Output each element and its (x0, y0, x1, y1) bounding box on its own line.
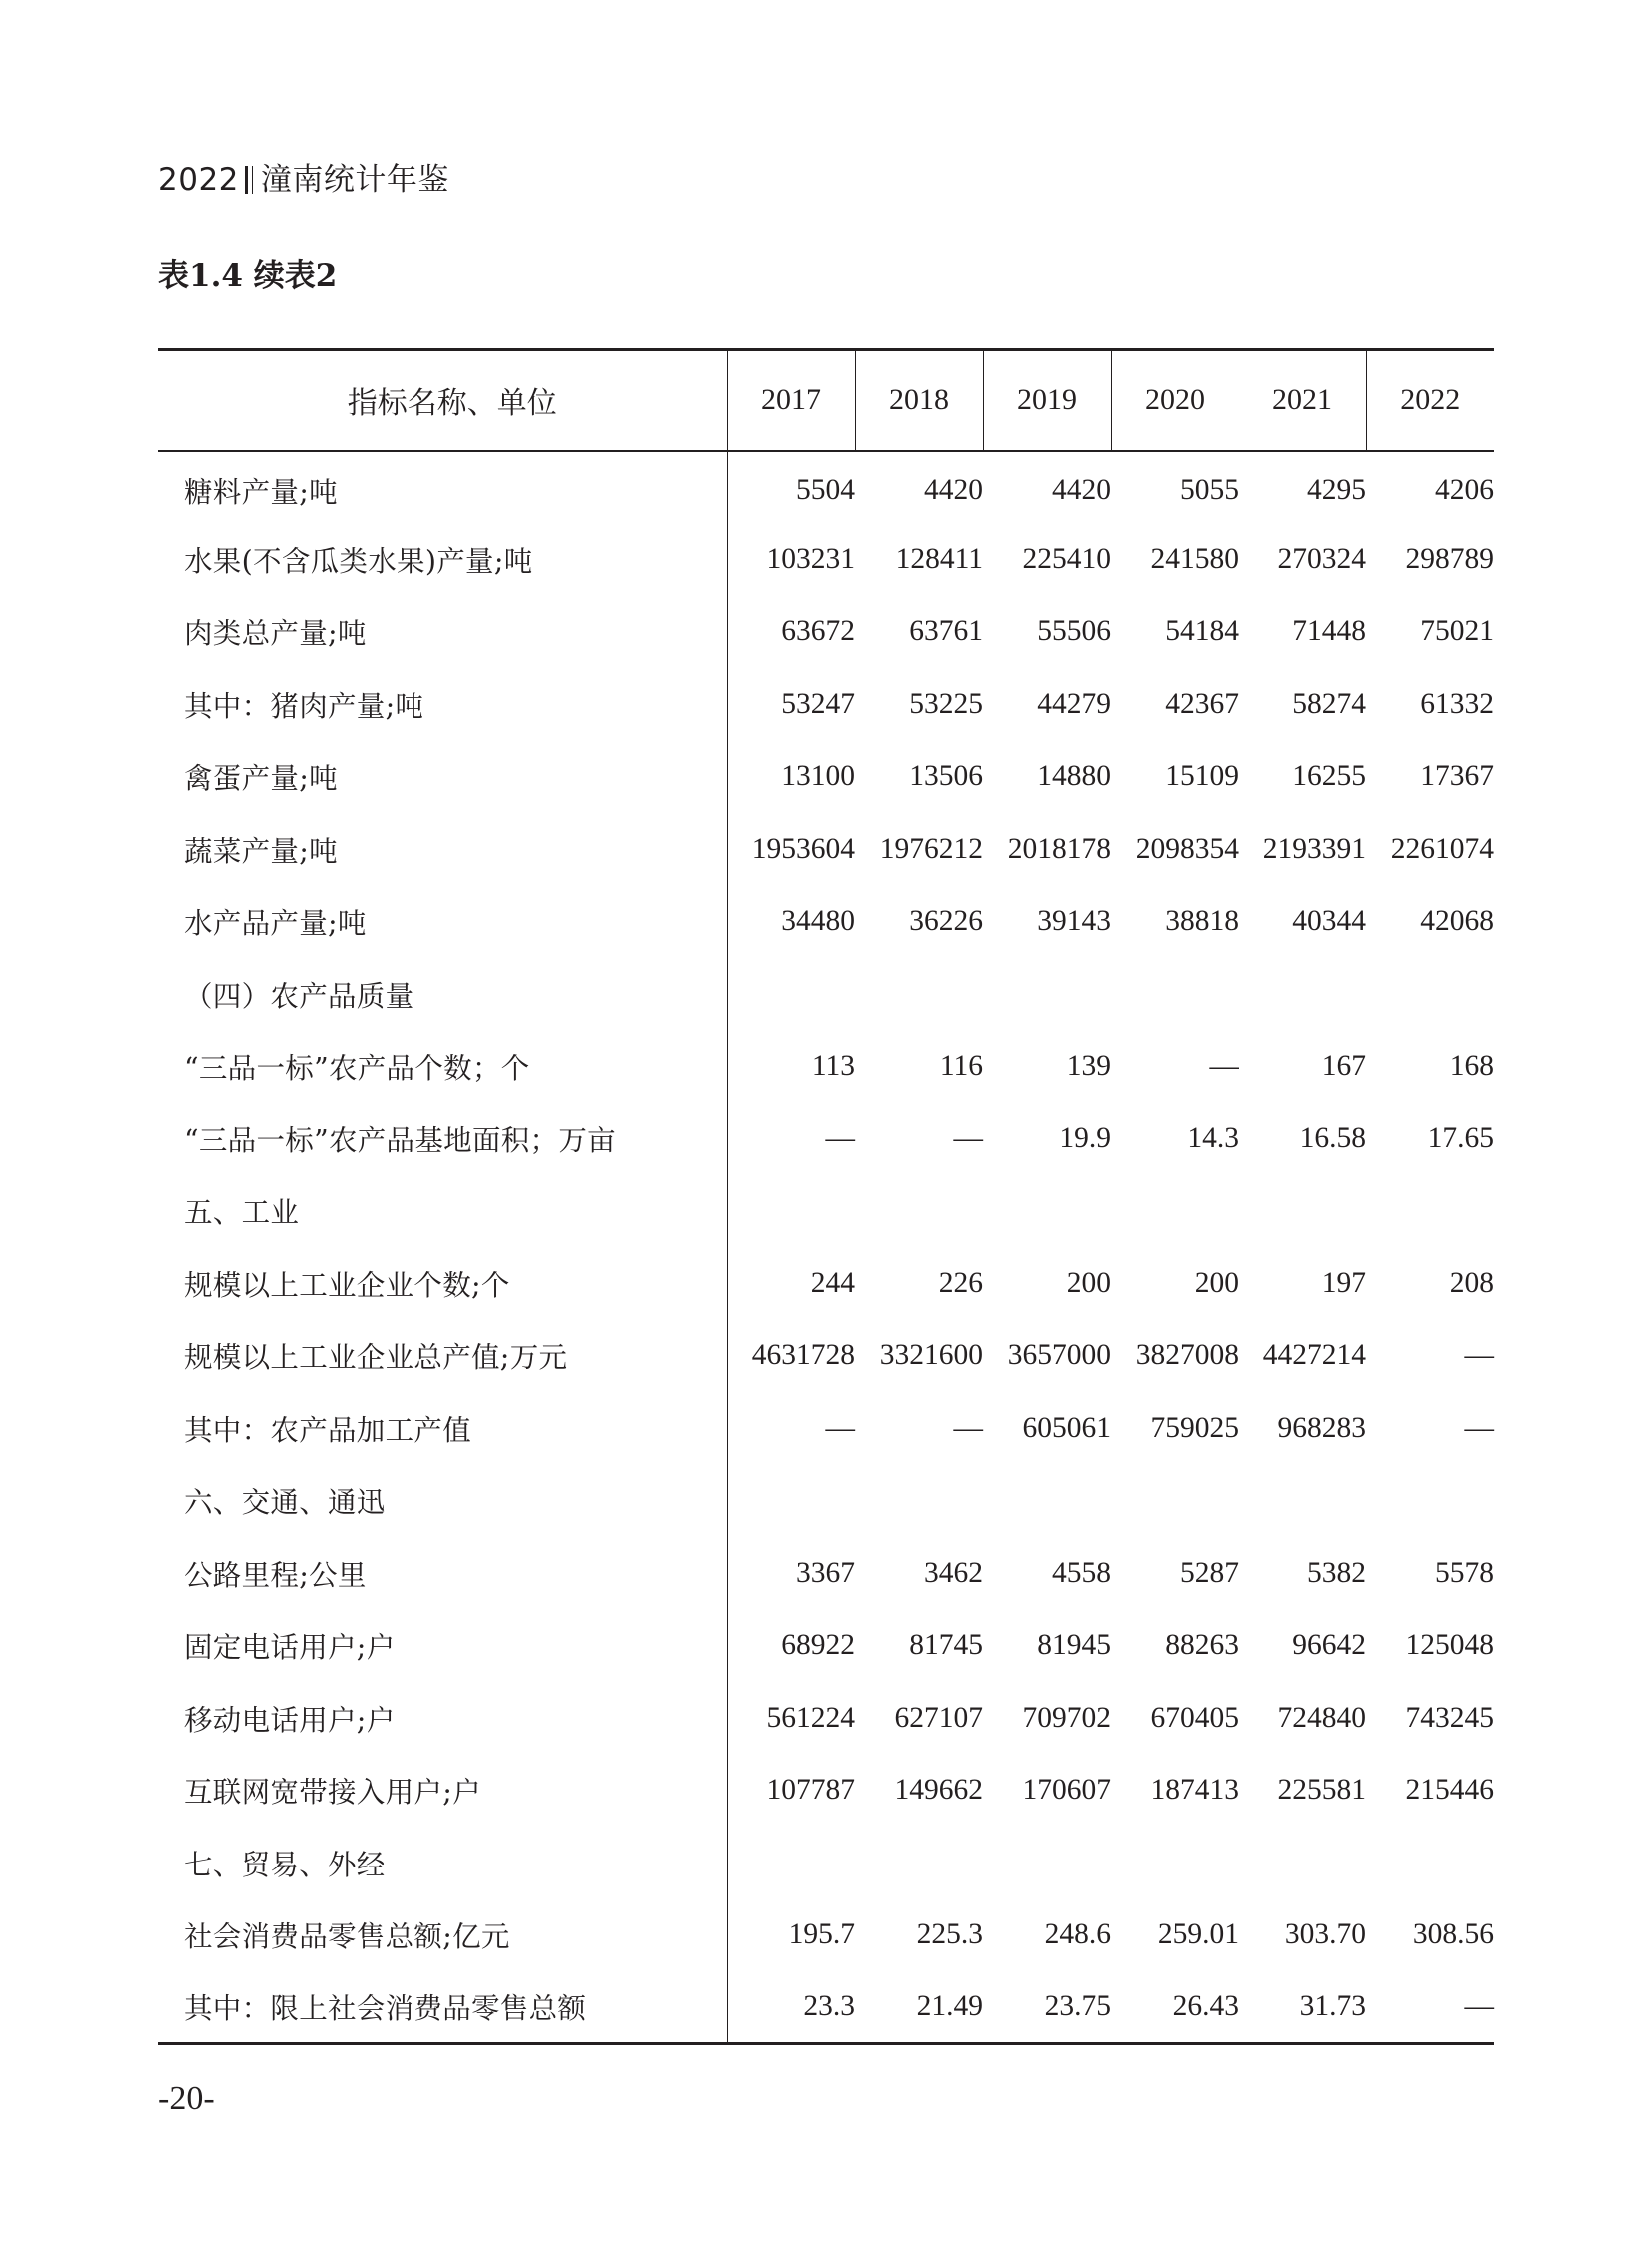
value-cell: 42068 (1420, 905, 1494, 938)
value-cell: 3462 (924, 1556, 983, 1589)
value-cell (983, 1175, 1111, 1248)
value-cell: — (953, 1411, 983, 1444)
value-cell (1111, 1465, 1239, 1538)
table-row (158, 1247, 1494, 1320)
value-cell: 4420 (1052, 473, 1111, 506)
running-header (158, 160, 449, 200)
value-cell (1111, 958, 1239, 1031)
header-year: 2022 (158, 162, 239, 198)
value-cell (983, 1827, 1111, 1899)
value-cell: 709702 (1022, 1701, 1111, 1734)
table-row (158, 1175, 1494, 1248)
row-label: “三品一标”农产品基地面积；万亩 (158, 1103, 727, 1175)
column-header-year: 2018 (855, 350, 983, 451)
row-label: 七、贸易、外经 (158, 1827, 727, 1899)
value-cell: 759025 (1150, 1411, 1239, 1444)
value-cell: — (1209, 1050, 1239, 1083)
value-cell: — (1464, 1339, 1494, 1372)
value-cell (983, 1465, 1111, 1538)
value-cell: 34480 (781, 905, 855, 938)
value-cell: 200 (1066, 1266, 1111, 1299)
value-cell (1366, 1465, 1494, 1538)
value-cell: 303.70 (1284, 1918, 1366, 1951)
value-cell: 226 (938, 1266, 983, 1299)
row-label: 互联网宽带接入用户;户 (158, 1755, 727, 1828)
value-cell: 187413 (1150, 1774, 1239, 1807)
value-cell: 5055 (1180, 473, 1239, 506)
value-cell: 2018178 (1007, 832, 1111, 865)
value-cell: 116 (939, 1050, 983, 1083)
value-cell: 39143 (1037, 905, 1111, 938)
value-cell: 53247 (781, 687, 855, 720)
value-cell (855, 958, 983, 1031)
value-cell: 225.3 (916, 1918, 983, 1951)
value-cell: 40344 (1292, 905, 1366, 938)
value-cell: 298789 (1405, 542, 1494, 575)
value-cell: 670405 (1150, 1701, 1239, 1734)
header-row (158, 350, 1494, 451)
value-cell: 2193391 (1262, 832, 1366, 865)
value-cell: 125048 (1405, 1629, 1494, 1662)
value-cell: 42367 (1165, 687, 1239, 720)
row-label: 水果(不含瓜类水果)产量;吨 (158, 523, 727, 596)
value-cell (855, 1175, 983, 1248)
value-cell: 103231 (766, 542, 855, 575)
value-cell: 561224 (766, 1701, 855, 1734)
value-cell: 23.75 (983, 1971, 1111, 2044)
table-body (158, 451, 1494, 2044)
table-row (158, 1610, 1494, 1683)
value-cell: 128411 (895, 542, 983, 575)
value-cell: 17367 (1420, 760, 1494, 793)
value-cell: 21.49 (855, 1971, 983, 2044)
value-cell: 605061 (1022, 1411, 1111, 1444)
value-cell: 139 (1066, 1050, 1111, 1083)
value-cell: 53225 (909, 687, 983, 720)
header-separator-bar (245, 166, 253, 194)
row-label: 其中：限上社会消费品零售总额 (158, 1971, 727, 2044)
table-row (158, 1031, 1494, 1104)
table-row (158, 1465, 1494, 1538)
value-cell (727, 1827, 855, 1899)
row-label: 公路里程;公里 (158, 1537, 727, 1610)
column-header-year: 2017 (727, 350, 855, 451)
table-row (158, 1682, 1494, 1755)
value-cell (855, 1465, 983, 1538)
value-cell: 4631728 (751, 1339, 855, 1372)
value-cell: — (953, 1121, 983, 1154)
value-cell: 627107 (894, 1701, 983, 1734)
row-label: 六、交通、通迅 (158, 1465, 727, 1538)
table-row (158, 1103, 1494, 1175)
value-cell (1239, 1827, 1366, 1899)
value-cell (1366, 1175, 1494, 1248)
table-title: 表1.4 续表2 (158, 258, 338, 294)
row-label: 规模以上工业企业个数;个 (158, 1247, 727, 1320)
value-cell: 170607 (1022, 1774, 1111, 1807)
value-cell (727, 1175, 855, 1248)
row-label: 规模以上工业企业总产值;万元 (158, 1320, 727, 1393)
value-cell: 13506 (909, 760, 983, 793)
value-cell: 96642 (1292, 1629, 1366, 1662)
value-cell: 743245 (1405, 1701, 1494, 1734)
value-cell: 4206 (1435, 473, 1494, 506)
row-label: 肉类总产量;吨 (158, 596, 727, 669)
value-cell (1239, 1465, 1366, 1538)
value-cell: 38818 (1165, 905, 1239, 938)
table-row (158, 668, 1494, 741)
value-cell: 31.73 (1239, 1971, 1366, 2044)
header-book-title: 潼南统计年鉴 (260, 162, 449, 198)
value-cell: 5382 (1307, 1556, 1366, 1589)
table-row (158, 596, 1494, 669)
value-cell: 167 (1321, 1050, 1366, 1083)
value-cell: 19.9 (1059, 1121, 1111, 1154)
value-cell: 81945 (1037, 1629, 1111, 1662)
value-cell: 14.3 (1187, 1121, 1239, 1154)
table-row (158, 1827, 1494, 1899)
value-cell: 208 (1449, 1266, 1494, 1299)
value-cell: 5287 (1180, 1556, 1239, 1589)
value-cell: 195.7 (788, 1918, 855, 1951)
value-cell: 44279 (1037, 687, 1111, 720)
value-cell: 68922 (781, 1629, 855, 1662)
value-cell: 13100 (781, 760, 855, 793)
value-cell: 63672 (781, 615, 855, 648)
value-cell: 75021 (1420, 615, 1494, 648)
value-cell: 968283 (1277, 1411, 1366, 1444)
value-cell: 88263 (1165, 1629, 1239, 1662)
table-row (158, 1971, 1494, 2044)
table-row (158, 813, 1494, 886)
value-cell (1111, 1827, 1239, 1899)
value-cell: 55506 (1037, 615, 1111, 648)
value-cell: 1976212 (879, 832, 983, 865)
value-cell: — (825, 1121, 855, 1154)
column-header-year: 2019 (983, 350, 1111, 451)
value-cell (855, 1827, 983, 1899)
statistics-table (158, 348, 1494, 2045)
value-cell (1111, 1175, 1239, 1248)
value-cell (1366, 958, 1494, 1031)
value-cell: 200 (1194, 1266, 1239, 1299)
row-label: 糖料产量;吨 (158, 451, 727, 524)
value-cell: 58274 (1292, 687, 1366, 720)
value-cell: 149662 (894, 1774, 983, 1807)
value-cell: 81745 (909, 1629, 983, 1662)
value-cell (727, 958, 855, 1031)
column-header-year: 2021 (1239, 350, 1366, 451)
value-cell: 1953604 (751, 832, 855, 865)
value-cell: 63761 (909, 615, 983, 648)
column-header-indicator: 指标名称、单位 (158, 350, 727, 451)
value-cell (1239, 1175, 1366, 1248)
row-label: 其中：猪肉产量;吨 (158, 668, 727, 741)
table-row (158, 1537, 1494, 1610)
value-cell: 2098354 (1135, 832, 1239, 865)
row-label: 水产品产量;吨 (158, 886, 727, 959)
value-cell (1366, 1827, 1494, 1899)
table-row (158, 741, 1494, 814)
table-row (158, 1392, 1494, 1465)
value-cell: 5578 (1435, 1556, 1494, 1589)
row-label: 禽蛋产量;吨 (158, 741, 727, 814)
value-cell: 4420 (924, 473, 983, 506)
value-cell (983, 958, 1111, 1031)
value-cell: 3367 (796, 1556, 855, 1589)
value-cell: 16.58 (1299, 1121, 1366, 1154)
value-cell: 36226 (909, 905, 983, 938)
table-row (158, 1755, 1494, 1828)
value-cell: 248.6 (1044, 1918, 1111, 1951)
row-label: 其中：农产品加工产值 (158, 1392, 727, 1465)
value-cell: 15109 (1165, 760, 1239, 793)
value-cell: 14880 (1037, 760, 1111, 793)
value-cell (1239, 958, 1366, 1031)
value-cell: 61332 (1420, 687, 1494, 720)
table-row (158, 1899, 1494, 1972)
value-cell: 215446 (1405, 1774, 1494, 1807)
value-cell: 16255 (1292, 760, 1366, 793)
value-cell: 17.65 (1427, 1121, 1494, 1154)
value-cell (727, 1465, 855, 1538)
row-label: （四）农产品质量 (158, 958, 727, 1031)
value-cell: — (1366, 1971, 1494, 2044)
table-header (158, 350, 1494, 451)
row-label: 五、工业 (158, 1175, 727, 1248)
value-cell: 241580 (1150, 542, 1239, 575)
row-label: 社会消费品零售总额;亿元 (158, 1899, 727, 1972)
value-cell: 26.43 (1111, 1971, 1239, 2044)
value-cell: — (1464, 1411, 1494, 1444)
value-cell: 2261074 (1390, 832, 1494, 865)
value-cell: 23.3 (727, 1971, 855, 2044)
value-cell: 4295 (1307, 473, 1366, 506)
value-cell: 259.01 (1157, 1918, 1239, 1951)
value-cell: 724840 (1277, 1701, 1366, 1734)
value-cell: 270324 (1277, 542, 1366, 575)
value-cell: 113 (811, 1050, 855, 1083)
table-row (158, 958, 1494, 1031)
value-cell: 107787 (766, 1774, 855, 1807)
value-cell: 225410 (1022, 542, 1111, 575)
table-row (158, 523, 1494, 596)
value-cell: 3321600 (879, 1339, 983, 1372)
column-header-year: 2020 (1111, 350, 1239, 451)
value-cell: 308.56 (1412, 1918, 1494, 1951)
value-cell: 4558 (1052, 1556, 1111, 1589)
column-header-year: 2022 (1366, 350, 1494, 451)
value-cell: 225581 (1277, 1774, 1366, 1807)
page-number: -20- (158, 2080, 215, 2117)
value-cell: 3657000 (1007, 1339, 1111, 1372)
value-cell: 197 (1321, 1266, 1366, 1299)
value-cell: — (825, 1411, 855, 1444)
value-cell: 168 (1449, 1050, 1494, 1083)
table-row (158, 886, 1494, 959)
table-row (158, 1320, 1494, 1393)
row-label: “三品一标”农产品个数；个 (158, 1031, 727, 1104)
value-cell: 3827008 (1135, 1339, 1239, 1372)
value-cell: 71448 (1292, 615, 1366, 648)
row-label: 蔬菜产量;吨 (158, 813, 727, 886)
value-cell: 5504 (796, 473, 855, 506)
row-label: 移动电话用户;户 (158, 1682, 727, 1755)
value-cell: 4427214 (1262, 1339, 1366, 1372)
value-cell: 244 (810, 1266, 855, 1299)
value-cell: 54184 (1165, 615, 1239, 648)
table-row (158, 451, 1494, 524)
row-label: 固定电话用户;户 (158, 1610, 727, 1683)
